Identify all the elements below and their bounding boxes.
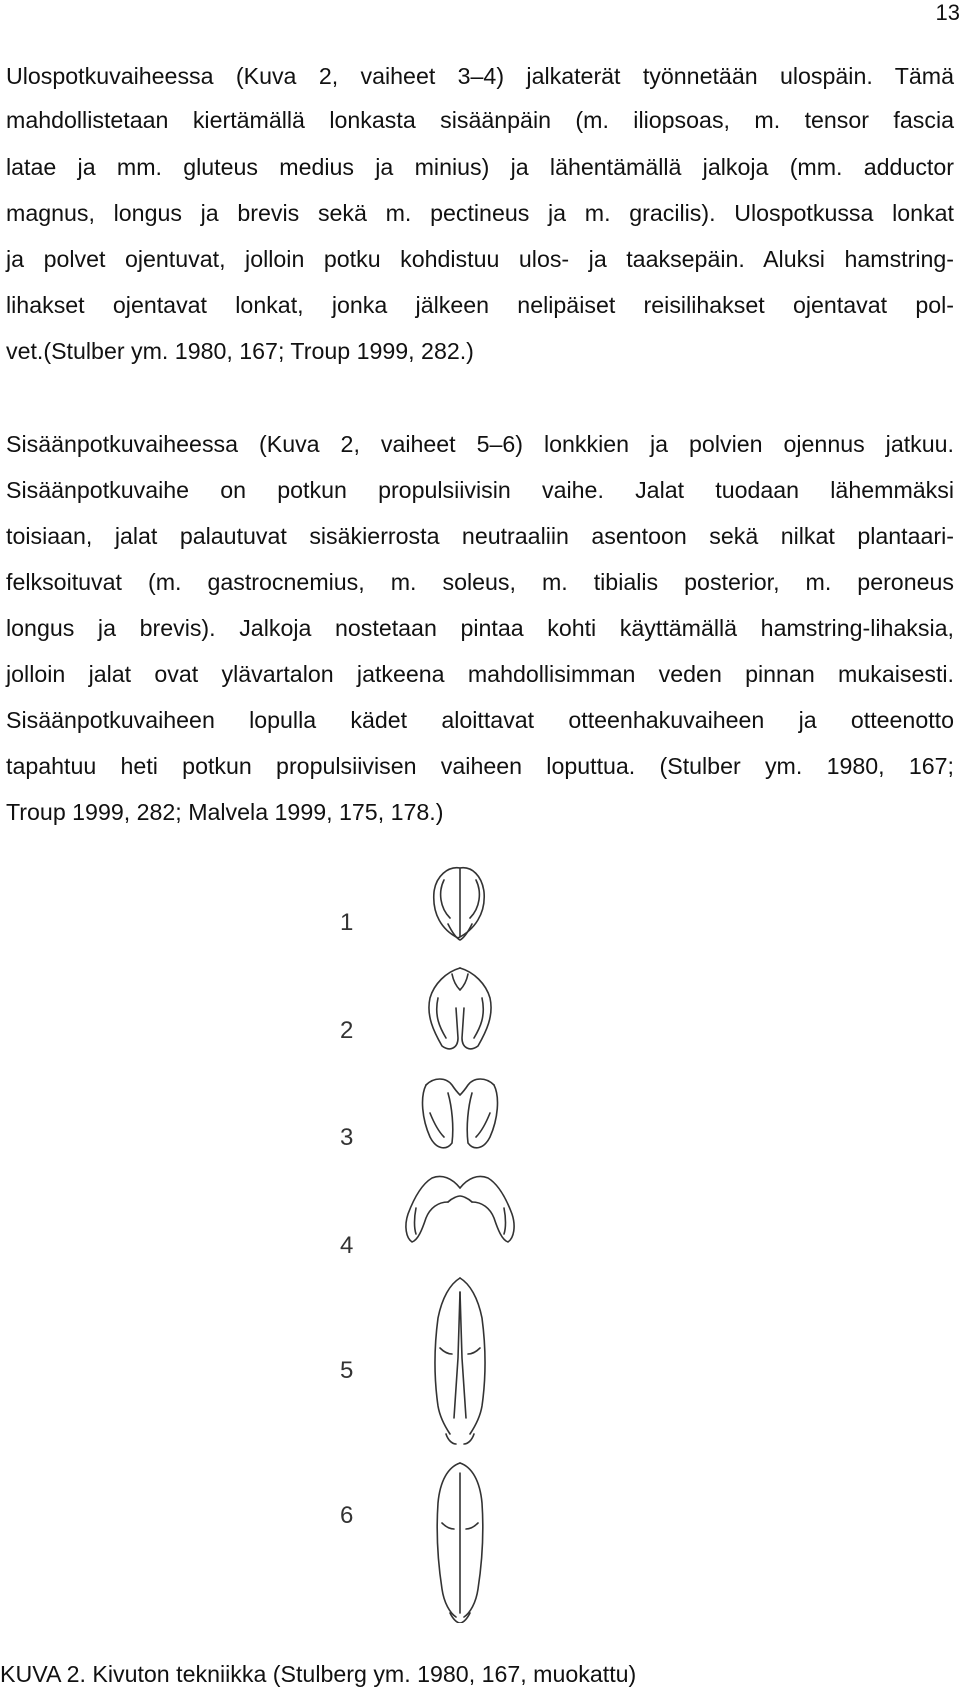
kick-step-2-drawing (429, 968, 491, 1049)
step-label: 1 (340, 909, 354, 936)
text-line: jolloin jalat ovat ylävartalon jatkeena mahdollisimman veden pinnan mukaisesti. (6, 661, 954, 687)
text-line: lihakset ojentavat lonkat, jonka jälkeen nelipäiset reisilihakset ojentavat pol- (6, 292, 954, 318)
step-label: 2 (340, 1017, 354, 1044)
text-line: latae ja mm. gluteus medius ja minius) ja lähentämällä jalkoja (mm. adductor (6, 154, 954, 180)
text-line: Sisäänpotkuvaiheessa (Kuva 2, vaiheet 5–6) lonkkien ja polvien ojennus jatkuu. (6, 431, 954, 457)
text-line: toisiaan, jalat palautuvat sisäkierrosta neutraaliin asentoon sekä nilkat plantaari- (6, 523, 954, 549)
kick-step-5-drawing (435, 1278, 485, 1444)
step-label: 4 (340, 1232, 354, 1259)
kick-step-1-drawing (434, 868, 484, 940)
text-line: vet.(Stulber ym. 1980, 167; Troup 1999, 282.) (6, 338, 474, 364)
text-line: tapahtuu heti potkun propulsiivisen vaiheen loputtua. (Stulber ym. 1980, 167; (6, 753, 954, 779)
text-line: Sisäänpotkuvaihe on potkun propulsiivisin vaihe. Jalat tuodaan lähemmäksi (6, 477, 954, 503)
text-line: longus ja brevis). Jalkoja nostetaan pintaa kohti käyttämällä hamstring-lihaksia, (6, 615, 954, 641)
text-line: mahdollistetaan kiertämällä lonkasta sisäänpäin (m. iliopsoas, m. tensor fascia (6, 107, 954, 133)
figure-caption: KUVA 2. Kivuton tekniikka (Stulberg ym. 1980, 167, muokattu) (0, 1661, 637, 1687)
text-line: magnus, longus ja brevis sekä m. pectineus ja m. gracilis). Ulospotkussa lonkat (6, 200, 954, 226)
text-line: Ulospotkuvaiheessa (Kuva 2, vaiheet 3–4) jalkaterät työnnetään ulospäin. Tämä (6, 63, 954, 89)
kick-phases-figure (330, 858, 590, 1623)
page-number: 13 (935, 0, 960, 25)
text-line: Sisäänpotkuvaiheen lopulla kädet aloittavat otteenhakuvaiheen ja otteenotto (6, 707, 954, 733)
text-line: Troup 1999, 282; Malvela 1999, 175, 178.) (6, 799, 444, 825)
kick-step-3-drawing (423, 1079, 498, 1148)
step-label: 6 (340, 1502, 354, 1529)
text-line: felksoituvat (m. gastrocnemius, m. soleus, m. tibialis posterior, m. peroneus (6, 569, 954, 595)
kick-step-6-drawing (437, 1463, 483, 1623)
step-label: 3 (340, 1124, 354, 1151)
step-label: 5 (340, 1357, 354, 1384)
text-line: ja polvet ojentuvat, jolloin potku kohdistuu ulos- ja taaksepäin. Aluksi hamstring- (6, 246, 954, 272)
kick-step-4-drawing (406, 1176, 514, 1242)
kick-phases-illustration (330, 858, 590, 1623)
